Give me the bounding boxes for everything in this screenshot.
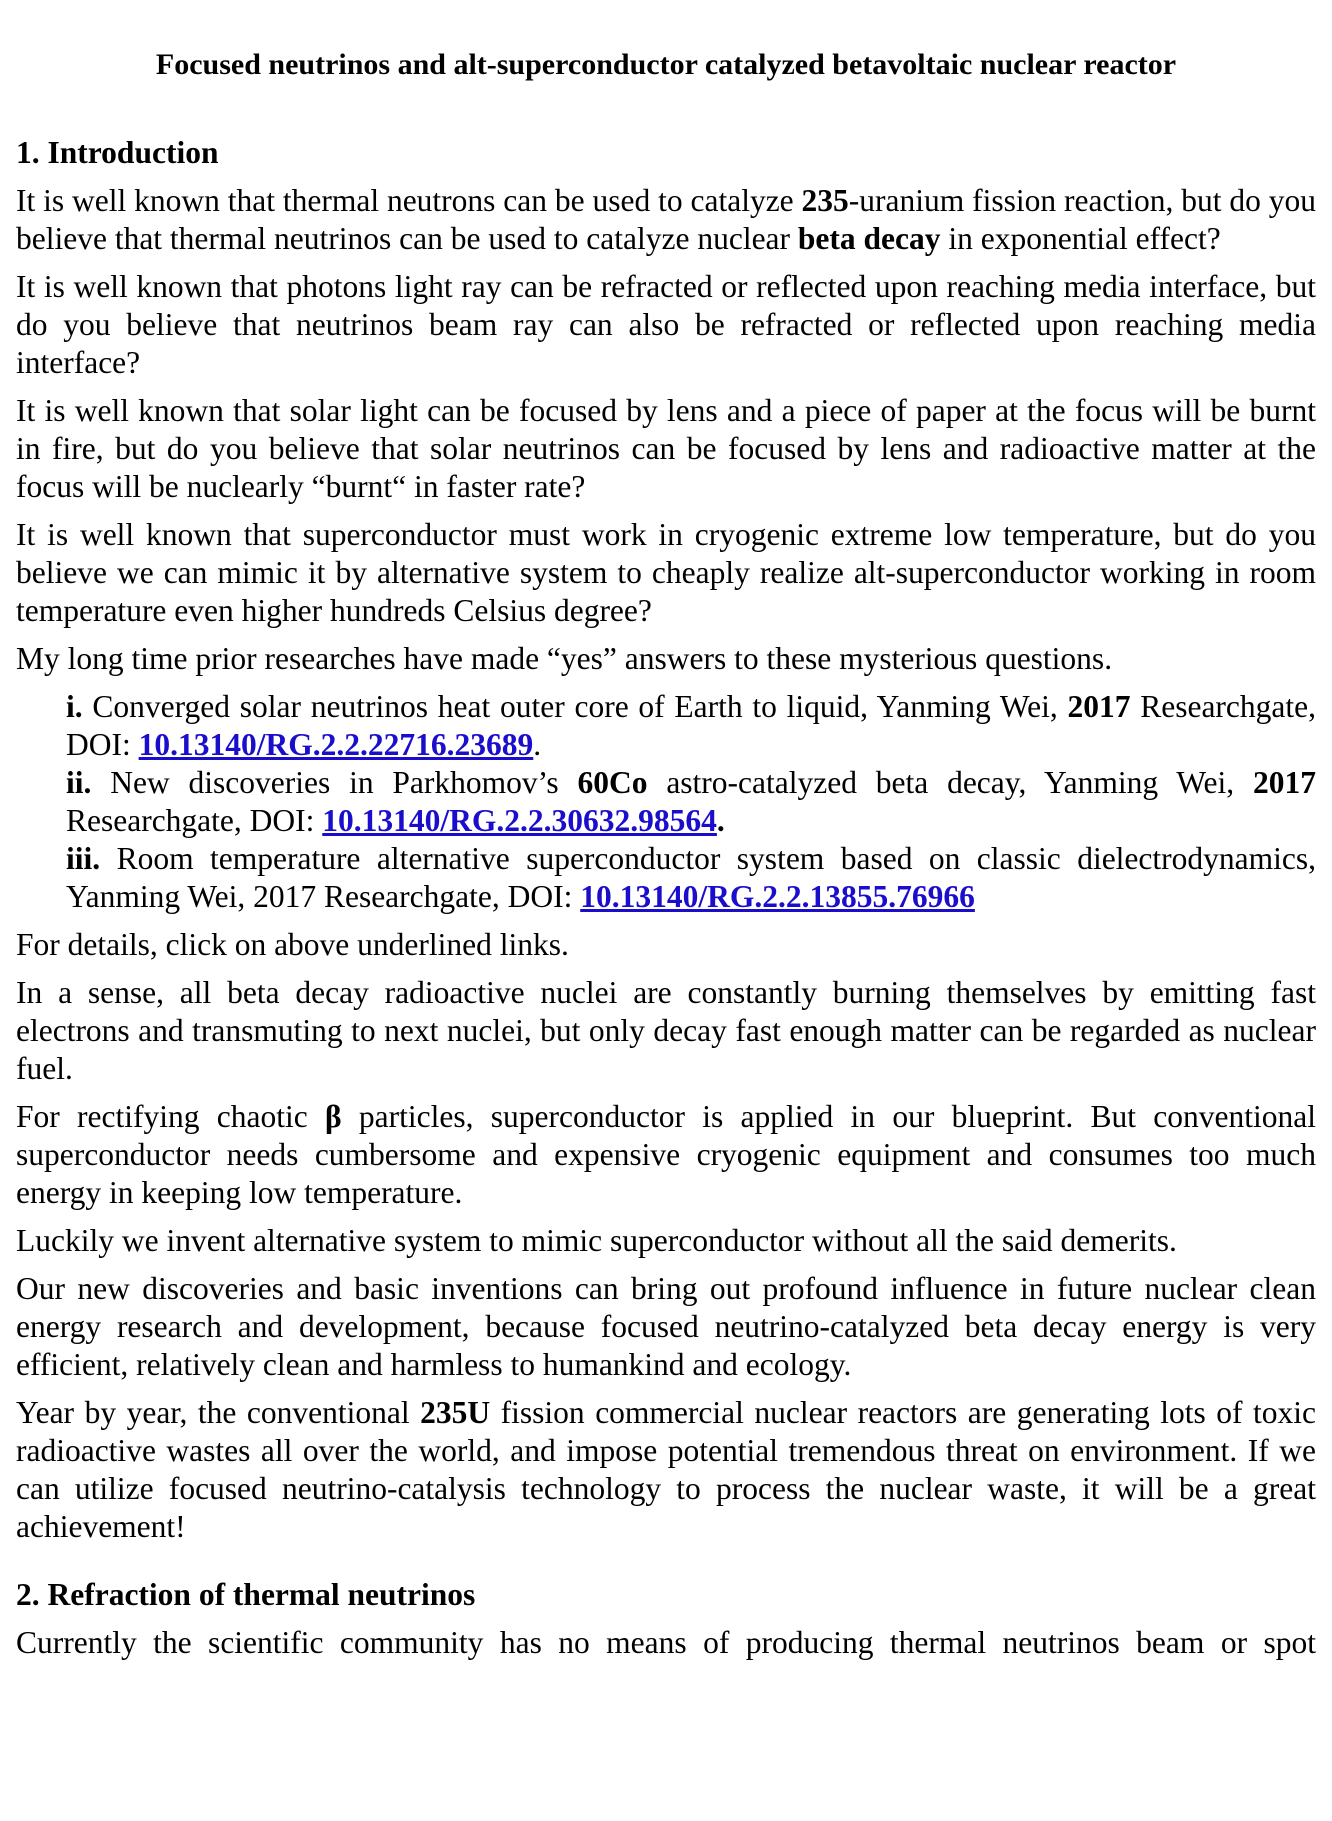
reference-text: Converged solar neutrinos heat outer core of Earth to liquid, Yanming Wei,: [82, 689, 1068, 724]
section-2-paragraph-1: Currently the scientific community has no means of producing thermal neutrinos beam or spot: [16, 1625, 1316, 1660]
paper-title: Focused neutrinos and alt-superconductor catalyzed betavoltaic nuclear reactor: [155, 48, 1177, 81]
intro-paragraph-10: Our new discoveries and basic inventions can bring out profound influence in future nuclear clean energy research and development, because focused neutrino-catalyzed beta decay energy is very efficient, relatively clean and harmless to humankind and ecology.: [16, 1271, 1316, 1382]
reference-source: Researchgate, DOI:: [66, 803, 323, 838]
text-span: particles, superconductor is applied in our blueprint. But conventional superconductor needs cumbersome and expensive cryogenic equipment and consumes too much energy in keeping low temperature.: [16, 1099, 1316, 1210]
reference-number: ii.: [66, 765, 92, 800]
doi-link[interactable]: 10.13140/RG.2.2.13855.76966: [580, 879, 975, 914]
reference-number: i.: [66, 689, 83, 724]
bold-text: 235: [801, 183, 849, 218]
text-span: in exponential effect?: [940, 221, 1221, 256]
reference-year: 2017: [1253, 765, 1316, 800]
intro-paragraph-3: It is well known that solar light can be focused by lens and a piece of paper at the focus will be burnt in fire, but do you believe that solar neutrinos can be focused by lens and radioactive matter at the focus will be nuclearly “burnt“ in faster rate?: [16, 393, 1316, 504]
reference-number: iii.: [66, 841, 101, 876]
reference-text: Room temperature alternative superconductor system based on classic dielectrodynamics, Yanming Wei, 2017 Researchgate, DOI:: [66, 841, 1316, 914]
section-2-heading: 2. Refraction of thermal neutrinos: [16, 1577, 476, 1612]
intro-paragraph-7: In a sense, all beta decay radioactive nuclei are constantly burning themselves by emitting fast electrons and transmuting to next nuclei, but only decay fast enough matter can be regarded as nuclear fuel.: [16, 975, 1316, 1086]
intro-paragraph-9: Luckily we invent alternative system to mimic superconductor without all the said demerits.: [16, 1223, 1177, 1258]
doi-link[interactable]: 10.13140/RG.2.2.22716.23689: [138, 727, 534, 762]
bold-text: 60Co: [577, 765, 648, 800]
reference-item: [66, 840, 1316, 916]
beta-symbol: β: [325, 1099, 342, 1134]
intro-paragraph-2: It is well known that photons light ray can be refracted or reflected upon reaching media interface, but do you believe that neutrinos beam ray can also be refracted or reflected upon reaching media interface?: [16, 269, 1316, 380]
bold-text: 235U: [420, 1395, 491, 1430]
reference-item: [66, 764, 1316, 840]
text-span: For rectifying chaotic: [16, 1099, 326, 1134]
doi-link[interactable]: 10.13140/RG.2.2.30632.98564: [322, 803, 717, 838]
document-page: [16, 0, 1316, 1662]
reference-source: Researchgate, DOI:: [66, 689, 1316, 762]
reference-text: astro-catalyzed beta decay, Yanming Wei,: [647, 765, 1253, 800]
reference-end: .: [533, 727, 542, 762]
section-1-heading: 1. Introduction: [16, 135, 219, 170]
text-span: It is well known that thermal neutrons can be used to catalyze: [16, 183, 802, 218]
intro-paragraph-11: [16, 1394, 1316, 1546]
intro-paragraph-6: For details, click on above underlined links.: [16, 927, 569, 962]
intro-paragraph-4: It is well known that superconductor must work in cryogenic extreme low temperature, but do you believe we can mimic it by alternative system to cheaply realize alt-superconductor working in room temperature even higher hundreds Celsius degree?: [16, 517, 1316, 628]
text-span: fission commercial nuclear reactors are generating lots of toxic radioactive wastes all over the world, and impose potential tremendous threat on environment. If we can utilize focused neutrino-catalysis technology to process the nuclear waste, it will be a great achievement!: [16, 1395, 1316, 1544]
text-span: Year by year, the conventional: [16, 1395, 421, 1430]
reference-list: [16, 688, 1316, 916]
reference-year: 2017: [1067, 689, 1131, 724]
reference-text: New discoveries in Parkhomov’s: [91, 765, 578, 800]
intro-paragraph-8: [16, 1098, 1316, 1212]
bold-text: beta decay: [797, 221, 941, 256]
reference-end: .: [716, 803, 725, 838]
text-span: -uranium fission reaction, but do you believe that thermal neutrinos can be used to catalyze nuclear: [16, 183, 1316, 256]
intro-paragraph-1: [16, 182, 1316, 258]
reference-item: [66, 688, 1316, 764]
intro-paragraph-5: My long time prior researches have made “yes” answers to these mysterious questions.: [16, 641, 1113, 676]
